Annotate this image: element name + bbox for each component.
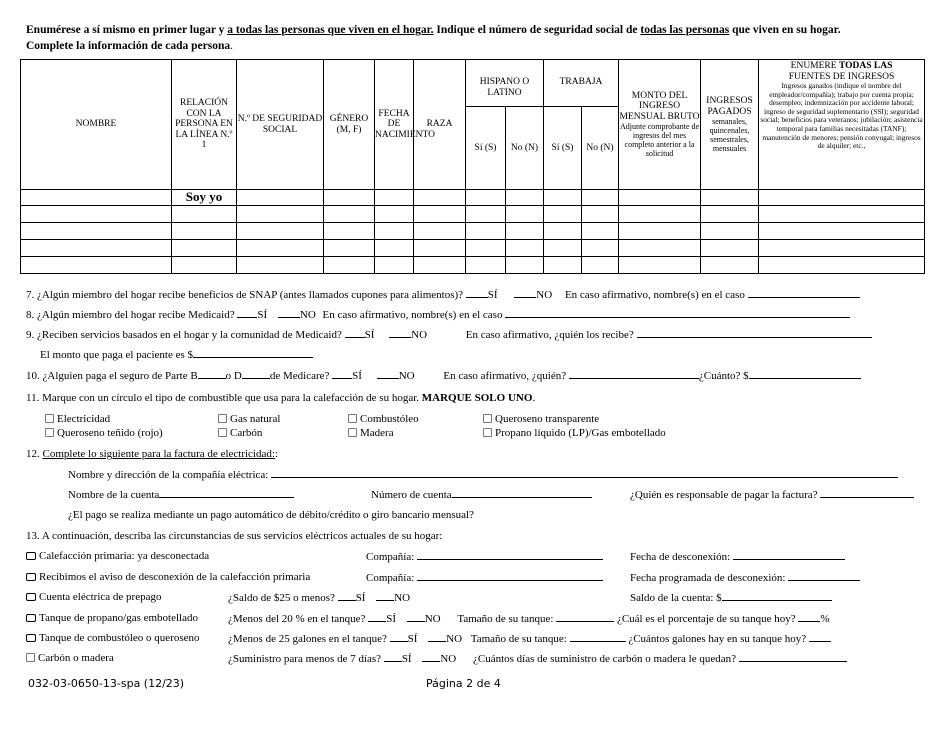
fuel-option-queroseno-transparente[interactable]: Queroseno transparente	[483, 413, 599, 425]
checkbox-icon[interactable]	[26, 552, 36, 560]
q8-si-blank[interactable]	[237, 308, 257, 318]
checkbox-icon	[45, 414, 54, 423]
q13-r4-percent-field[interactable]	[798, 612, 820, 622]
q13-r5-gallons-field[interactable]	[809, 632, 831, 642]
q13-r4-no-blank[interactable]	[407, 612, 425, 622]
q13-row-ya-desconectada: Calefacción primaria: ya desconectada	[26, 550, 209, 562]
q13-r5-tank-size-field[interactable]	[570, 632, 626, 642]
q13-r3-no-blank[interactable]	[376, 591, 394, 601]
q12-responsible-field[interactable]	[820, 488, 914, 498]
q13-row-carbon-madera: Carbón o madera	[26, 652, 114, 664]
q12-account-name-field[interactable]	[159, 488, 294, 498]
question-7: 7. ¿Algún miembro del hogar recibe beneficios de SNAP (antes llamados cupones para alimentos)? SÍ NO En caso afirmativo, nombre(s) en el caso	[26, 288, 860, 301]
checkbox-icon	[483, 428, 492, 437]
fuel-option-gas-natural[interactable]: Gas natural	[218, 413, 280, 425]
q10-no-blank[interactable]	[377, 369, 399, 379]
q7-si-blank[interactable]	[466, 288, 488, 298]
q10-who-field[interactable]	[569, 369, 699, 379]
checkbox-icon	[348, 428, 357, 437]
q10-parte-b-blank[interactable]	[198, 369, 226, 379]
q13-r1-company-field[interactable]	[417, 550, 603, 560]
col-header-hispano-no: No (N)	[506, 107, 544, 190]
q9-who-field[interactable]	[637, 328, 872, 338]
col-header-fecha-nacimiento: FECHA DE NACIMIENTO	[375, 60, 414, 190]
checkbox-icon[interactable]	[26, 634, 36, 642]
q13-r3-balance-field[interactable]	[722, 591, 832, 601]
checkbox-icon	[218, 414, 227, 423]
q13-r6-days-field[interactable]	[739, 652, 847, 662]
col-header-hispano-si: Sí (S)	[466, 107, 506, 190]
checkbox-icon[interactable]	[26, 614, 36, 622]
q12-account-name: Nombre de la cuenta	[68, 488, 294, 501]
fuel-option-electricidad[interactable]: Electricidad	[45, 413, 110, 425]
row1-relacion-soy-yo: Soy yo	[172, 190, 237, 206]
col-header-trabaja: TRABAJA	[544, 60, 619, 107]
q13-r6-si-blank[interactable]	[384, 652, 402, 662]
table-row	[21, 257, 925, 274]
q13-row-aviso-desconexion: Recibimos el aviso de desconexión de la calefacción primaria	[26, 571, 310, 583]
q8-no-blank[interactable]	[278, 308, 300, 318]
question-8: 8. ¿Algún miembro del hogar recibe Medicaid? SÍ NO En caso afirmativo, nombre(s) en el caso	[26, 308, 850, 321]
q13-r4-tank-size-field[interactable]	[556, 612, 614, 622]
col-header-ssn: N.º DE SEGURIDAD SOCIAL	[237, 60, 324, 190]
col-header-trabaja-si: Sí (S)	[544, 107, 582, 190]
fuel-option-combustoleo[interactable]: Combustóleo	[348, 413, 419, 425]
instructions: Enumérese a sí mismo en primer lugar y a todas las personas que viven en el hogar. Indique el número de seguridad social de todas las personas que viven en su hogar. Complete la información de cada persona.	[26, 24, 841, 52]
fuel-option-carbon[interactable]: Carbón	[218, 427, 262, 439]
q13-row-propano: Tanque de propano/gas embotellado	[26, 612, 198, 624]
q9-monto: El monto que paga el paciente es $	[40, 348, 313, 361]
q12-account-number: Número de cuenta	[371, 488, 592, 501]
table-row	[21, 190, 925, 206]
q12-responsible: ¿Quién es responsable de pagar la factura?	[630, 488, 914, 501]
q9-monto-field[interactable]	[193, 348, 313, 358]
q12-company: Nombre y dirección de la compañía eléctrica:	[68, 468, 898, 481]
fuel-option-queroseno-tenido[interactable]: Queroseno teñido (rojo)	[45, 427, 163, 439]
checkbox-icon	[218, 428, 227, 437]
col-header-relacion: RELACIÓN CON LA PERSONA EN LA LÍNEA N.º 1	[172, 60, 237, 190]
q13-r1-date-field[interactable]	[733, 550, 845, 560]
fuel-option-madera[interactable]: Madera	[348, 427, 394, 439]
q9-si-blank[interactable]	[345, 328, 365, 338]
col-header-genero: GÉNERO (M, F)	[324, 60, 375, 190]
q13-r3-si-blank[interactable]	[338, 591, 356, 601]
page-number: Página 2 de 4	[426, 677, 501, 690]
q12-payment: ¿El pago se realiza mediante un pago automático de débito/crédito o giro bancario mensual?	[68, 509, 474, 521]
q9-no-blank[interactable]	[389, 328, 411, 338]
household-members-table	[20, 59, 925, 274]
question-10: 10. ¿Alguien paga el seguro de Parte B o D de Medicare? SÍ NO En caso afirmativo, ¿quién? ¿Cuánto? $	[26, 369, 861, 382]
col-header-raza: RAZA	[414, 60, 466, 190]
q12-company-field[interactable]	[271, 468, 898, 478]
q10-parte-d-blank[interactable]	[242, 369, 270, 379]
q10-amount-field[interactable]	[749, 369, 861, 379]
q13-r5-no-blank[interactable]	[428, 632, 446, 642]
q7-no-blank[interactable]	[514, 288, 536, 298]
col-header-ingresos-pagados: INGRESOS PAGADOS semanales, quincenales, semestrales, mensuales	[701, 60, 759, 190]
q13-row-combustoleo: Tanque de combustóleo o queroseno	[26, 632, 200, 644]
table-row	[21, 223, 925, 240]
q13-r5-si-blank[interactable]	[390, 632, 408, 642]
question-11: 11. Marque con un círculo el tipo de combustible que usa para la calefacción de su hogar. MARQUE SOLO UNO.	[26, 392, 536, 404]
col-header-trabaja-no: No (N)	[582, 107, 619, 190]
q13-r2-company-field[interactable]	[417, 571, 603, 581]
q13-r6-no-blank[interactable]	[422, 652, 440, 662]
col-header-fuentes-ingresos: ENUMERE TODAS LAS FUENTES DE INGRESOS Ingresos ganados (indique el nombre del empleador/compañía); trabajo por cuenta propia; desempleo; indemnización por accidente laboral; ingreso de seguridad suplementario (SSI); seguridad social; beneficios para veteranos; jubilación; asistencia temporal para familias necesitadas (TANF); manutención de menores; pensión conyugal; ingresos de alquiler; etc.,	[759, 60, 925, 190]
q8-names-field[interactable]	[505, 308, 850, 318]
fuel-option-propano[interactable]: Propano líquido (LP)/Gas embotellado	[483, 427, 666, 439]
q13-r2-date-field[interactable]	[788, 571, 860, 581]
q12-account-number-field[interactable]	[452, 488, 592, 498]
question-12: 12. Complete lo siguiente para la factura de electricidad::	[26, 448, 278, 460]
q13-row-prepago: Cuenta eléctrica de prepago	[26, 591, 161, 603]
checkbox-icon[interactable]	[26, 573, 36, 581]
col-header-monto: MONTO DEL INGRESO MENSUAL BRUTO Adjunte comprobante de ingresos del mes completo anterior a la solicitud	[619, 60, 701, 190]
checkbox-icon[interactable]	[26, 653, 35, 662]
checkbox-icon	[45, 428, 54, 437]
q13-r4-si-blank[interactable]	[368, 612, 386, 622]
checkbox-icon	[348, 414, 357, 423]
checkbox-icon	[483, 414, 492, 423]
form-code: 032-03-0650-13-spa (12/23)	[28, 677, 185, 690]
question-9: 9. ¿Reciben servicios basados en el hogar y la comunidad de Medicaid? SÍ NO En caso afirmativo, ¿quién los recibe?	[26, 328, 872, 341]
checkbox-icon[interactable]	[26, 593, 36, 601]
col-header-nombre: NOMBRE	[21, 60, 172, 190]
table-row	[21, 240, 925, 257]
question-13: 13. A continuación, describa las circunstancias de sus servicios eléctricos actuales de su hogar:	[26, 530, 443, 542]
table-row	[21, 206, 925, 223]
q10-si-blank[interactable]	[332, 369, 352, 379]
q7-names-field[interactable]	[748, 288, 860, 298]
col-header-hispano: HISPANO O LATINO	[466, 60, 544, 107]
